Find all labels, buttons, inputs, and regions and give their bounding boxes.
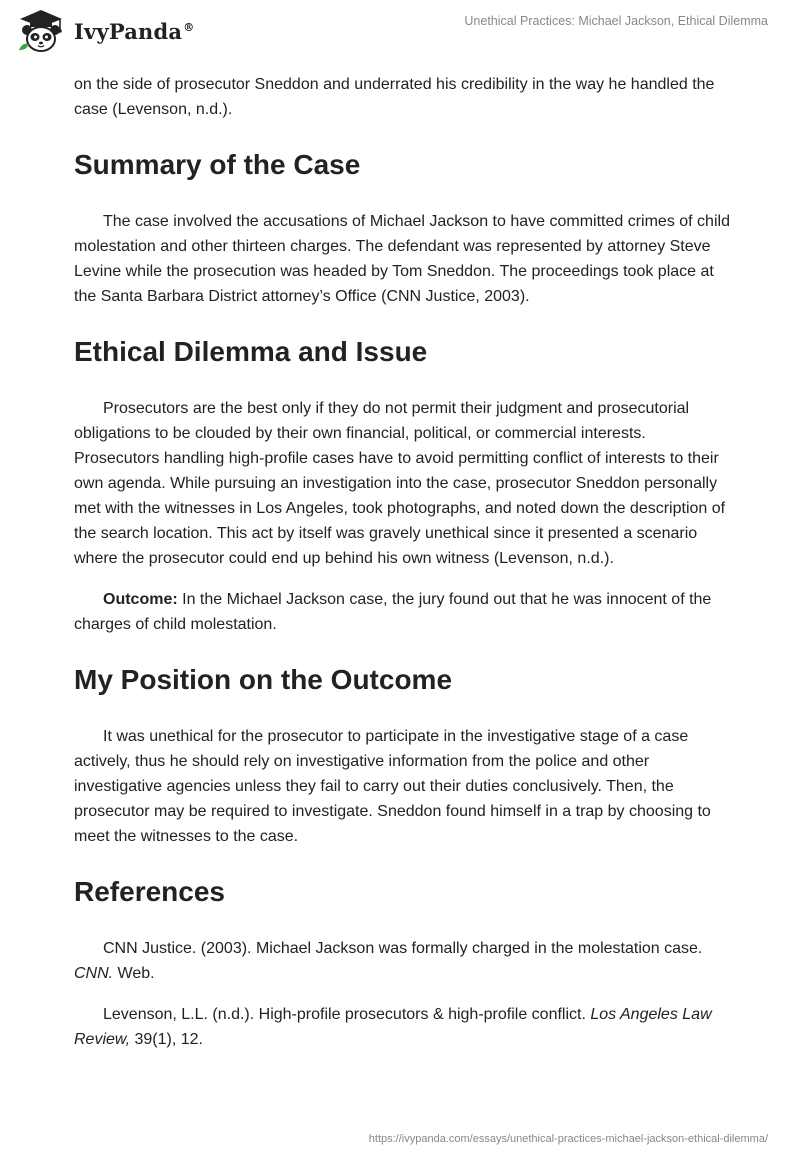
heading-summary: Summary of the Case bbox=[74, 149, 361, 180]
outcome-paragraph bbox=[74, 587, 734, 637]
outcome-text: In the Michael Jackson case, the jury found out that he was innocent of the charges of child molestation. bbox=[74, 591, 712, 633]
dilemma-paragraph: Prosecutors are the best only if they do not permit their judgment and prosecutorial obligations to be clouded by their own financial, political, or commercial interests. Prosecutors handling high-profile cases have to avoid permitting conflict of interests to their own agenda. While pursuing an investigation into the case, prosecutor Sneddon personally met with the witnesses in Los Angeles, took photographs, and noted down the description of the search location. This act by itself was gravely unethical since it presented a scenario where the prosecutor could end up behind his own witness (Levenson, n.d.). bbox=[74, 400, 726, 567]
heading-position: My Position on the Outcome bbox=[74, 664, 453, 695]
intro-paragraph: on the side of prosecutor Sneddon and underrated his credibility in the way he handled the case (Levenson, n.d.). bbox=[74, 76, 715, 118]
registered-mark: ® bbox=[183, 20, 195, 34]
reference-source: Los Angeles Law Review, bbox=[74, 1006, 712, 1048]
reference-source: CNN. bbox=[74, 965, 114, 982]
summary-paragraph: The case involved the accusations of Michael Jackson to have committed crimes of child molestation and other thirteen charges. The defendant was represented by attorney Steve Levine while the prosecution was headed by Tom Sneddon. The proceedings took place at the Santa Barbara District attorney’s Office (CNN Justice, 2003). bbox=[74, 213, 730, 305]
page-header bbox=[0, 0, 800, 64]
heading-ethical-dilemma: Ethical Dilemma and Issue bbox=[74, 336, 428, 367]
essay-body bbox=[74, 72, 734, 1068]
document-title: Unethical Practices: Michael Jackson, Ethical Dilemma bbox=[464, 14, 768, 28]
reference-item: Levenson, L.L. (n.d.). High-profile prosecutors & high-profile conflict. Los Angeles Law Review, 39(1), 12. bbox=[74, 1006, 712, 1048]
panda-graduate-icon bbox=[16, 8, 66, 54]
position-paragraph: It was unethical for the prosecutor to participate in the investigative stage of a case actively, thus he should rely on investigative information from the police and other investigative agencies unless they fail to carry out their duties conclusively. Then, the prosecutor may be required to investigate. Sneddon found himself in a trap by choosing to meet the witnesses to the case. bbox=[74, 728, 711, 845]
ivypanda-logo[interactable] bbox=[16, 8, 194, 54]
heading-references: References bbox=[74, 876, 225, 907]
reference-item: CNN Justice. (2003). Michael Jackson was formally charged in the molestation case. CNN. Web. bbox=[74, 940, 703, 982]
brand-name: IvyPanda® bbox=[74, 18, 195, 44]
source-url[interactable]: https://ivypanda.com/essays/unethical-practices-michael-jackson-ethical-dilemma/ bbox=[368, 1133, 768, 1145]
outcome-label: Outcome: bbox=[103, 591, 178, 608]
